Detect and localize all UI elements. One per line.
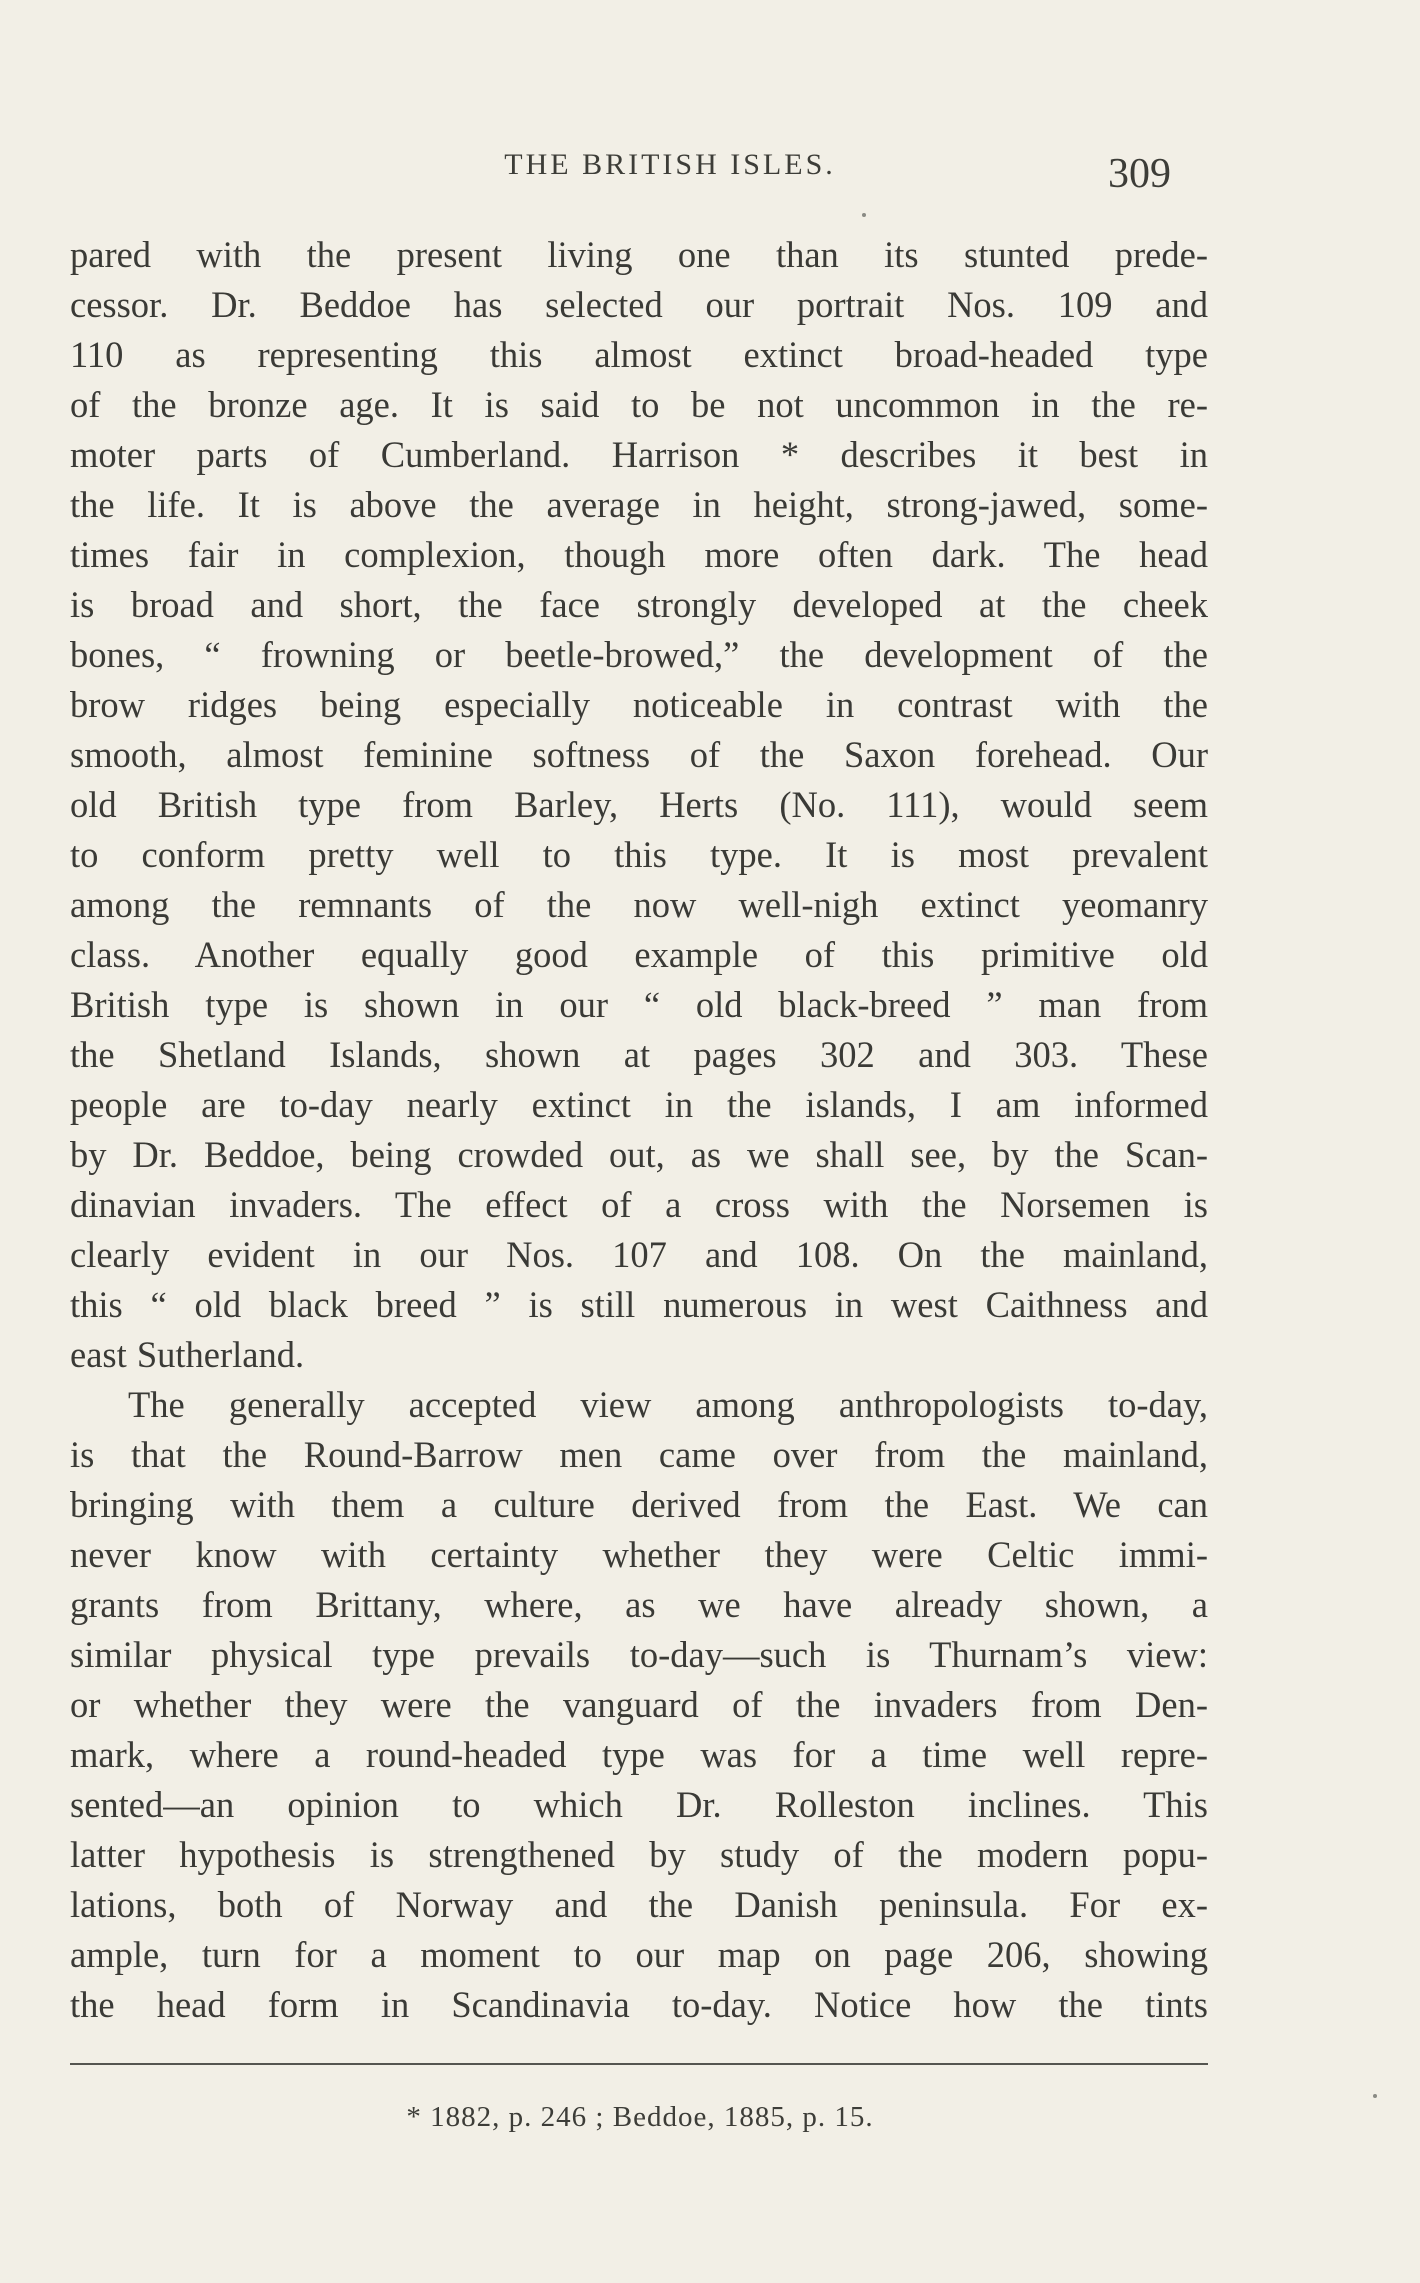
text-line: the life. It is above the average in height, strong-jawed, some- (70, 484, 1208, 525)
text-line: is broad and short, the face strongly developed at the cheek (70, 584, 1208, 625)
text-line: bones, “ frowning or beetle-browed,” the development of the (70, 634, 1208, 675)
text-line: people are to-day nearly extinct in the islands, I am informed (70, 1084, 1208, 1125)
text-line: brow ridges being especially noticeable in contrast with the (70, 684, 1208, 725)
text-line: 110 as representing this almost extinct broad-headed type (70, 334, 1208, 375)
text-line: times fair in complexion, though more often dark. The head (70, 534, 1208, 575)
body-text (70, 230, 1208, 2030)
page-number: 309 (1108, 151, 1171, 197)
paper-speck (1373, 2094, 1377, 2098)
text-line: or whether they were the vanguard of the invaders from Den- (70, 1684, 1208, 1725)
running-head-title: THE BRITISH ISLES. (504, 148, 836, 181)
text-line: ample, turn for a moment to our map on page 206, showing (70, 1934, 1208, 1975)
text-line: mark, where a round-headed type was for a time well repre- (70, 1734, 1208, 1775)
text-line: the head form in Scandinavia to-day. Notice how the tints (70, 1984, 1208, 2025)
text-line: class. Another equally good example of this primitive old (70, 934, 1208, 975)
text-line: east Sutherland. (70, 1334, 305, 1375)
text-line: clearly evident in our Nos. 107 and 108. On the mainland, (70, 1234, 1208, 1275)
text-line: moter parts of Cumberland. Harrison * describes it best in (70, 434, 1208, 475)
text-line: latter hypothesis is strengthened by study of the modern popu- (70, 1834, 1208, 1875)
text-line: sented—an opinion to which Dr. Rolleston inclines. This (70, 1784, 1208, 1825)
footnote: * 1882, p. 246 ; Beddoe, 1885, p. 15. (406, 2101, 874, 2133)
text-line: dinavian invaders. The effect of a cross with the Norsemen is (70, 1184, 1208, 1225)
text-line: is that the Round-Barrow men came over from the mainland, (70, 1434, 1208, 1475)
text-line: grants from Brittany, where, as we have already shown, a (70, 1584, 1208, 1625)
text-line: bringing with them a culture derived from the East. We can (70, 1484, 1208, 1525)
text-line: this “ old black breed ” is still numerous in west Caithness and (70, 1284, 1208, 1325)
paper-speck (862, 213, 866, 217)
text-line: pared with the present living one than its stunted prede- (70, 234, 1208, 275)
text-line: smooth, almost feminine softness of the Saxon forehead. Our (70, 734, 1208, 775)
text-line: British type is shown in our “ old black-breed ” man from (70, 984, 1208, 1025)
text-line: to conform pretty well to this type. It is most prevalent (70, 834, 1208, 875)
text-line: the Shetland Islands, shown at pages 302 and 303. These (70, 1034, 1208, 1075)
text-line: old British type from Barley, Herts (No. 111), would seem (70, 784, 1208, 825)
text-line: The generally accepted view among anthropologists to-day, (128, 1384, 1208, 1425)
text-line: lations, both of Norway and the Danish peninsula. For ex- (70, 1884, 1208, 1925)
text-line: similar physical type prevails to-day—such is Thurnam’s view: (70, 1634, 1208, 1675)
text-line: never know with certainty whether they were Celtic immi- (70, 1534, 1208, 1575)
text-line: by Dr. Beddoe, being crowded out, as we shall see, by the Scan- (70, 1134, 1208, 1175)
text-line: among the remnants of the now well-nigh extinct yeomanry (70, 884, 1208, 925)
footnote-rule (70, 2063, 1208, 2065)
text-line: of the bronze age. It is said to be not uncommon in the re- (70, 384, 1208, 425)
text-line: cessor. Dr. Beddoe has selected our portrait Nos. 109 and (70, 284, 1208, 325)
